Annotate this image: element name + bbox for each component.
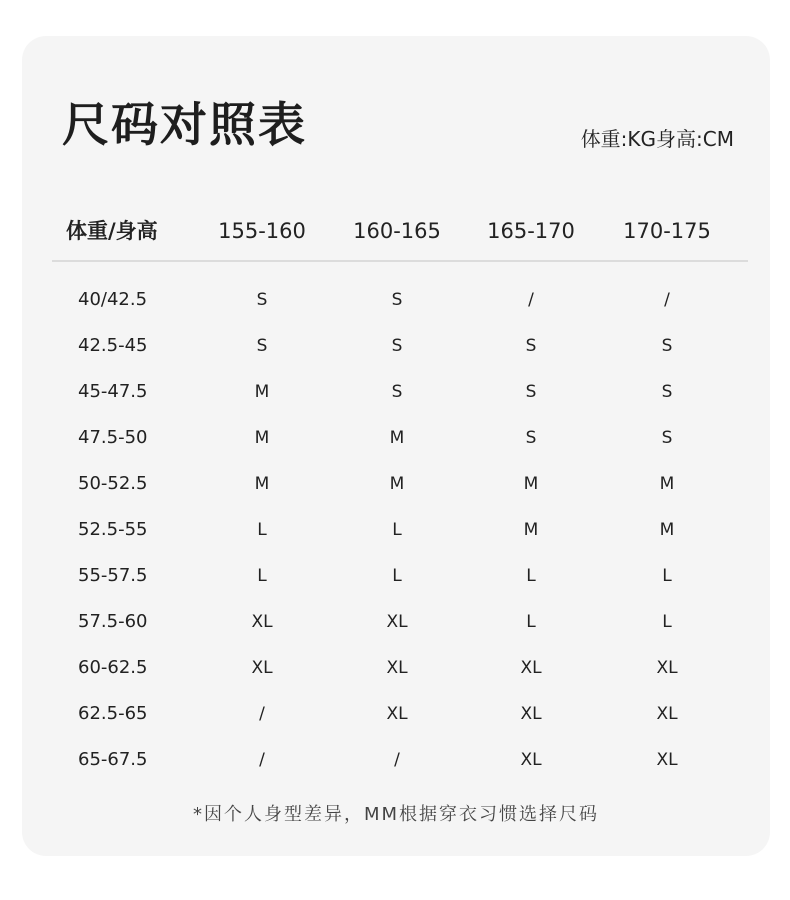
size-cell: L: [662, 612, 672, 632]
size-cell: S: [391, 382, 403, 402]
weight-cell: 47.5-50: [78, 427, 148, 448]
weight-cell: 60-62.5: [78, 657, 148, 678]
table-row: [22, 278, 770, 324]
size-cell: XL: [656, 658, 678, 678]
height-header: 160-165: [353, 219, 441, 243]
size-cell: S: [525, 428, 537, 448]
size-cell: L: [392, 566, 402, 586]
table-row: [22, 646, 770, 692]
size-cell: M: [659, 474, 675, 494]
weight-cell: 62.5-65: [78, 703, 148, 724]
weight-cell: 45-47.5: [78, 381, 148, 402]
size-cell: S: [661, 428, 673, 448]
size-cell: XL: [251, 658, 273, 678]
table-row: [22, 370, 770, 416]
size-cell: M: [659, 520, 675, 540]
size-cell: S: [525, 382, 537, 402]
size-cell: L: [526, 612, 536, 632]
size-cell: S: [391, 290, 403, 310]
size-chart-card: [22, 36, 770, 856]
height-header: 170-175: [623, 219, 711, 243]
size-cell: XL: [386, 612, 408, 632]
unit-note: 体重:KG身高:CM: [580, 127, 734, 151]
header-divider: [52, 260, 748, 262]
size-cell: S: [256, 336, 268, 356]
size-cell: M: [389, 428, 405, 448]
weight-cell: 57.5-60: [78, 611, 148, 632]
size-cell: M: [254, 428, 270, 448]
weight-cell: 40/42.5: [78, 289, 148, 310]
size-cell: L: [257, 566, 267, 586]
size-cell: L: [526, 566, 536, 586]
size-cell: M: [254, 382, 270, 402]
size-cell: S: [661, 382, 673, 402]
table-row: [22, 554, 770, 600]
size-cell: /: [259, 704, 265, 724]
table-row: [22, 324, 770, 370]
size-cell: XL: [251, 612, 273, 632]
size-cell: S: [391, 336, 403, 356]
size-cell: M: [254, 474, 270, 494]
size-cell: L: [257, 520, 267, 540]
table-row: [22, 692, 770, 738]
size-cell: S: [525, 336, 537, 356]
size-cell: XL: [386, 658, 408, 678]
size-cell: /: [528, 290, 534, 310]
weight-cell: 55-57.5: [78, 565, 148, 586]
table-row: [22, 738, 770, 784]
weight-cell: 52.5-55: [78, 519, 148, 540]
weight-cell: 50-52.5: [78, 473, 148, 494]
page-title: 尺码对照表: [62, 98, 307, 153]
size-cell: XL: [520, 750, 542, 770]
size-cell: M: [389, 474, 405, 494]
corner-header: 体重/身高: [66, 219, 158, 243]
size-cell: /: [394, 750, 400, 770]
size-cell: L: [392, 520, 402, 540]
size-cell: XL: [520, 658, 542, 678]
size-cell: S: [661, 336, 673, 356]
size-cell: XL: [656, 750, 678, 770]
table-body: [22, 278, 770, 784]
size-cell: XL: [386, 704, 408, 724]
size-cell: XL: [656, 704, 678, 724]
size-cell: L: [662, 566, 672, 586]
height-header: 165-170: [487, 219, 575, 243]
size-cell: XL: [520, 704, 542, 724]
footnote: *因个人身型差异，MM根据穿衣习惯选择尺码: [192, 804, 600, 825]
table-row: [22, 508, 770, 554]
size-cell: /: [664, 290, 670, 310]
table-header-row: [22, 211, 770, 251]
size-cell: /: [259, 750, 265, 770]
weight-cell: 65-67.5: [78, 749, 148, 770]
size-cell: M: [523, 474, 539, 494]
height-header: 155-160: [218, 219, 306, 243]
weight-cell: 42.5-45: [78, 335, 148, 356]
table-row: [22, 416, 770, 462]
table-row: [22, 462, 770, 508]
size-cell: S: [256, 290, 268, 310]
size-cell: M: [523, 520, 539, 540]
table-row: [22, 600, 770, 646]
